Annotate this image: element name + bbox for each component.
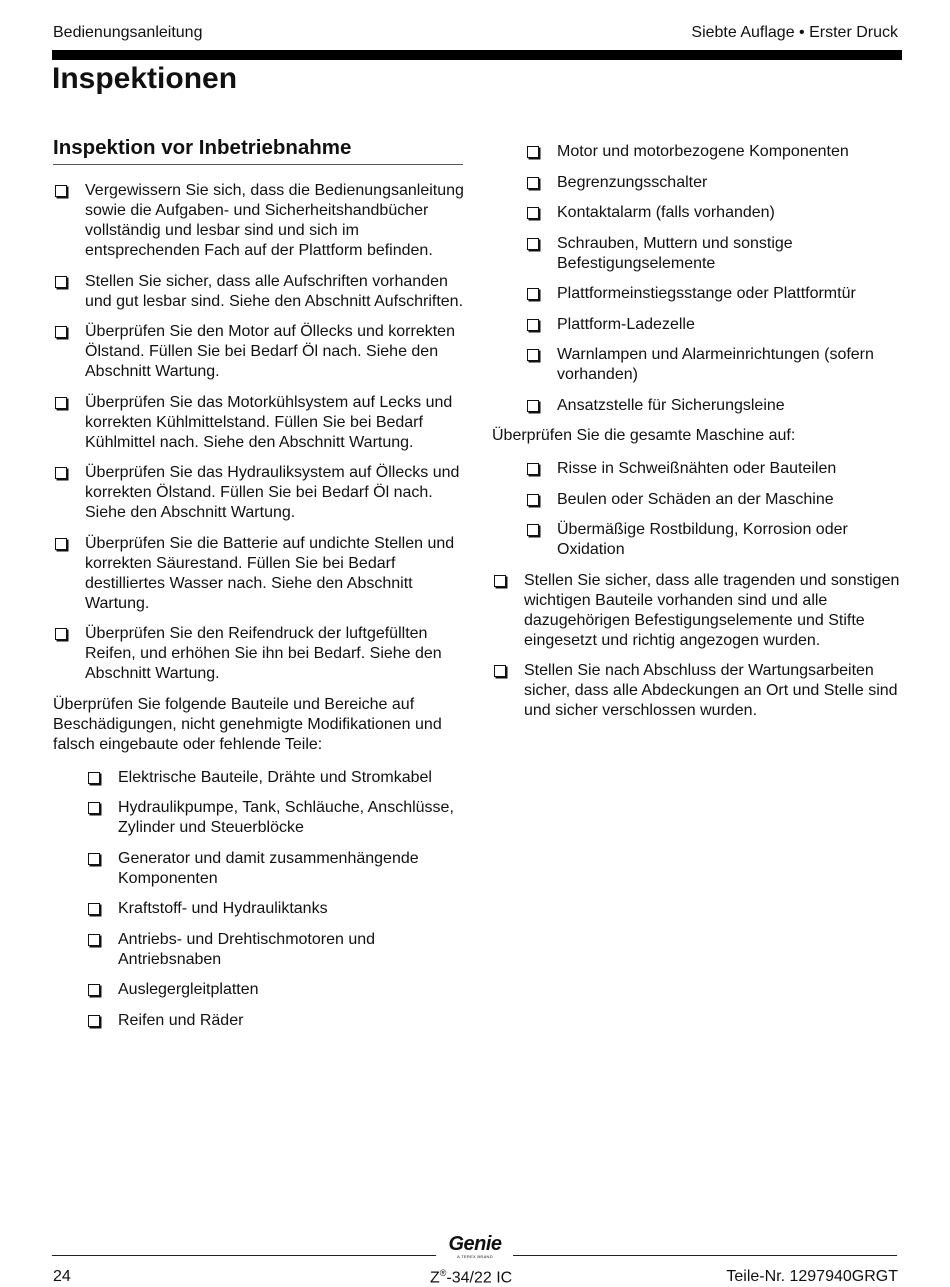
checklist-subitem-text: Schrauben, Muttern und sonstige Befestigungselemente	[557, 234, 793, 272]
logo-tagline: A TEREX BRAND	[457, 1254, 493, 1259]
checklist-subitem	[86, 798, 465, 838]
checklist-item	[53, 534, 465, 614]
checklist-item	[53, 463, 465, 523]
checklist-subitem-text: Kontaktalarm (falls vorhanden)	[557, 204, 775, 221]
checklist-item-text: Überprüfen Sie den Reifendruck der luftgefüllten Reifen, und erhöhen Sie ihn bei Bedarf. Siehe den Abschnitt Wartung.	[85, 625, 442, 682]
checkbox-icon	[55, 397, 67, 409]
checklist-subitem	[86, 930, 465, 970]
checkbox-icon	[527, 349, 539, 361]
checkbox-icon	[88, 984, 100, 996]
instruction-paragraph: Überprüfen Sie folgende Bauteile und Bereiche auf Beschädigungen, nicht genehmigte Modifikationen und falsch eingebaute oder fehlende Teile:	[53, 695, 442, 753]
checklist-item	[53, 624, 465, 684]
checklist-subitem	[86, 849, 465, 889]
model-prefix: Z	[430, 1269, 440, 1287]
checkbox-icon	[88, 1015, 100, 1027]
checkbox-icon	[55, 276, 67, 288]
checklist-subitem-text: Beulen oder Schäden an der Maschine	[557, 490, 834, 508]
logo-wordmark: Genie	[448, 1233, 502, 1255]
checklist-subitem	[525, 173, 902, 193]
checklist-subitem	[525, 396, 902, 416]
checklist-subitem	[86, 899, 465, 919]
checkbox-icon	[527, 146, 539, 158]
model-suffix: -34/22 IC	[446, 1269, 513, 1287]
checklist-subitem-text: Hydraulikpumpe, Tank, Schläuche, Anschlüsse, Zylinder und Steuerblöcke	[118, 799, 454, 836]
checklist-item	[53, 393, 465, 453]
right-column	[492, 142, 902, 732]
checkbox-icon	[527, 238, 539, 250]
checklist-item-text: Überprüfen Sie das Motorkühlsystem auf Lecks und korrekten Kühlmittelstand. Füllen Sie bei Bedarf Kühlmittel nach. Siehe den Abschnitt Wartung.	[85, 393, 453, 451]
checklist-item-text: Vergewissern Sie sich, dass die Bedienungsanleitung sowie die Aufgaben- und Sicherheitshandbücher vollständig und lesbar sind und sich im entsprechenden Fach auf der Plattform befinden.	[85, 182, 464, 259]
checkbox-icon	[55, 185, 67, 197]
model-name	[430, 1268, 512, 1287]
checklist-subitem	[86, 1011, 465, 1031]
checklist-subitem	[525, 520, 902, 560]
checklist-item	[492, 571, 902, 651]
page-number: 24	[53, 1268, 71, 1285]
checklist-subitem-text: Motor und motorbezogene Komponenten	[557, 143, 849, 160]
checkbox-icon	[88, 934, 100, 946]
checklist-subitem-text: Kraftstoff- und Hydrauliktanks	[118, 900, 328, 917]
checklist-item	[53, 181, 465, 261]
checklist-subitem	[525, 142, 902, 162]
checkbox-icon	[494, 575, 506, 587]
left-column	[53, 136, 465, 1041]
checklist-item	[492, 661, 902, 721]
checkbox-icon	[55, 326, 67, 338]
checklist-item-text: Überprüfen Sie den Motor auf Öllecks und korrekten Ölstand. Füllen Sie bei Bedarf Öl nach. Siehe den Abschnitt Wartung.	[85, 323, 455, 380]
checklist-subitem-text: Plattformeinstiegsstange oder Plattformtür	[557, 285, 856, 302]
checkbox-icon	[88, 903, 100, 915]
checklist-item-text: Überprüfen Sie die Batterie auf undichte Stellen und korrekten Säurestand. Füllen Sie bei Bedarf destilliertes Wasser nach. Siehe den Abschnitt Wartung.	[85, 534, 455, 612]
checklist-subitem	[525, 345, 902, 385]
instruction-paragraph: Überprüfen Sie die gesamte Maschine auf:	[492, 427, 796, 444]
checkbox-icon	[527, 177, 539, 189]
checkbox-icon	[55, 538, 67, 550]
section-title: Inspektion vor Inbetriebnahme	[53, 136, 352, 159]
checklist-subitem	[525, 203, 902, 223]
checklist-subitem-text: Übermäßige Rostbildung, Korrosion oder Oxidation	[557, 521, 848, 558]
checklist-subitem	[525, 459, 902, 479]
checkbox-icon	[494, 665, 506, 677]
checklist-subitem-text: Auslegergleitplatten	[118, 981, 259, 998]
checkbox-icon	[527, 463, 539, 475]
header-edition: Siebte Auflage • Erster Druck	[691, 24, 898, 41]
checkbox-icon	[527, 319, 539, 331]
checkbox-icon	[527, 400, 539, 412]
checklist-subitem-text: Risse in Schweißnähten oder Bauteilen	[557, 460, 837, 477]
checklist-item-text: Stellen Sie sicher, dass alle tragenden und sonstigen wichtigen Bauteile vorhanden sind und alle dazugehörigen Befestigungselemente und Stifte eingesetzt und richtig angezogen wurden.	[524, 571, 900, 649]
checklist-subitem-text: Begrenzungsschalter	[557, 173, 708, 191]
checklist-subitem	[86, 980, 465, 1000]
checklist-subitem-text: Ansatzstelle für Sicherungsleine	[557, 396, 785, 414]
checklist-subitem-text: Plattform-Ladezelle	[557, 315, 695, 333]
section-rule	[53, 164, 463, 165]
footer-rule-right	[513, 1255, 897, 1256]
checkbox-icon	[527, 288, 539, 300]
checklist-subitem-text: Warnlampen und Alarmeinrichtungen (sofern vorhanden)	[557, 346, 874, 383]
checklist-item	[53, 322, 465, 382]
checklist-subitem-text: Generator und damit zusammenhängende Komponenten	[118, 849, 419, 887]
checklist-item	[53, 272, 465, 312]
checklist-item-text: Stellen Sie nach Abschluss der Wartungsarbeiten sicher, dass alle Abdeckungen an Ort und Stelle sind und sicher verschlossen wurden.	[524, 662, 898, 719]
checklist-subitem	[525, 490, 902, 510]
genie-logo	[440, 1234, 510, 1260]
checkbox-icon	[527, 524, 539, 536]
registered-mark: ®	[439, 1268, 447, 1278]
part-number: Teile-Nr. 1297940GRGT	[726, 1268, 898, 1285]
checklist-subitem	[86, 768, 465, 788]
checklist-item-text: Überprüfen Sie das Hydrauliksystem auf Öllecks und korrekten Ölstand. Füllen Sie bei Bedarf Öl nach. Siehe den Abschnitt Wartung.	[85, 464, 460, 521]
checkbox-icon	[88, 853, 100, 865]
checkbox-icon	[55, 467, 67, 479]
checkbox-icon	[527, 494, 539, 506]
checklist-item-text: Stellen Sie sicher, dass alle Aufschriften vorhanden und gut lesbar sind. Siehe den Abschnitt Aufschriften.	[85, 272, 464, 310]
checklist-subitem	[525, 284, 902, 304]
checklist-subitem-text: Antriebs- und Drehtischmotoren und Antriebsnaben	[118, 930, 376, 968]
page-title: Inspektionen	[52, 62, 238, 95]
checkbox-icon	[527, 207, 539, 219]
checklist-subitem-text: Reifen und Räder	[118, 1011, 244, 1029]
footer-rule-left	[52, 1255, 436, 1256]
checkbox-icon	[88, 772, 100, 784]
checkbox-icon	[88, 802, 100, 814]
header-manual-title: Bedienungsanleitung	[53, 24, 203, 41]
checklist-subitem	[525, 315, 902, 335]
checklist-subitem	[525, 234, 902, 274]
header-rule	[52, 50, 902, 60]
checkbox-icon	[55, 628, 67, 640]
checklist-subitem-text: Elektrische Bauteile, Drähte und Stromkabel	[118, 768, 432, 786]
